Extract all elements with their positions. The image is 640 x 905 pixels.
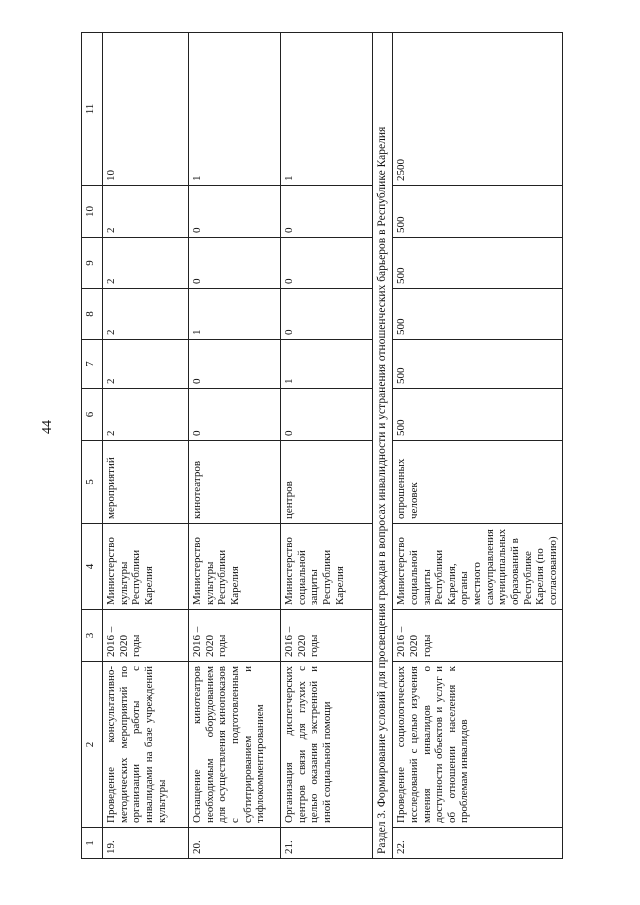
total-cell: 10 [103,33,189,186]
measure-cell: Оснащение кинотеатров необходимым оборудованием для осуществления кинопоказов с подготовленным субтитрированием и тифлокомментированием [189,662,281,828]
value-cell: 0 [189,340,281,389]
total-cell: 2500 [393,33,563,186]
executor-cell: Министерство социальной защиты Республики Карелия, органы местного самоуправления муниципальных образований в Республике Карелия (по согласованию) [393,524,563,610]
measures-table [81,32,563,859]
column-header: 9 [82,238,103,289]
executor-cell: Министерство культуры Республики Карелия [103,524,189,610]
unit-cell: опрошенных человек [393,441,563,524]
column-header: 5 [82,441,103,524]
column-header: 11 [82,33,103,186]
value-cell: 0 [189,186,281,238]
measure-cell: Организация диспетчерских центров связи для глухих с целью оказания экстренной и иной социальной помощи [281,662,373,828]
table-row [189,33,281,859]
total-cell: 1 [189,33,281,186]
section-title: Раздел 3. Формирование условий для просвещения граждан в вопросах инвалидности и устранения отношенческих барьеров в Республике Карелия [373,33,393,859]
column-header: 8 [82,289,103,340]
value-cell: 2 [103,389,189,441]
value-cell: 0 [281,289,373,340]
value-cell: 0 [189,389,281,441]
value-cell: 500 [393,340,563,389]
value-cell: 500 [393,289,563,340]
column-header: 2 [82,662,103,828]
unit-cell: центров [281,441,373,524]
row-number: 21. [281,828,373,859]
column-header: 7 [82,340,103,389]
value-cell: 2 [103,289,189,340]
column-header: 3 [82,610,103,662]
value-cell: 1 [189,289,281,340]
column-header: 1 [82,828,103,859]
executor-cell: Министерство социальной защиты Республики Карелия [281,524,373,610]
row-number: 20. [189,828,281,859]
row-number: 19. [103,828,189,859]
column-header: 10 [82,186,103,238]
column-header: 4 [82,524,103,610]
rotated-page [81,33,611,859]
header-row [82,33,103,859]
section-row [373,33,393,859]
unit-cell: кинотеатров [189,441,281,524]
period-cell: 2016 – 2020 годы [103,610,189,662]
table-row [281,33,373,859]
period-cell: 2016 – 2020 годы [393,610,563,662]
value-cell: 2 [103,238,189,289]
period-cell: 2016 – 2020 годы [189,610,281,662]
measure-cell: Проведение консультативно-методических мероприятий по организации работы с инвалидами на базе учреждений культуры [103,662,189,828]
column-header: 6 [82,389,103,441]
value-cell: 500 [393,389,563,441]
value-cell: 500 [393,186,563,238]
value-cell: 0 [189,238,281,289]
executor-cell: Министерство культуры Республики Карелия [189,524,281,610]
value-cell: 0 [281,238,373,289]
value-cell: 500 [393,238,563,289]
total-cell: 1 [281,33,373,186]
value-cell: 2 [103,340,189,389]
value-cell: 0 [281,186,373,238]
value-cell: 0 [281,389,373,441]
unit-cell: мероприятий [103,441,189,524]
value-cell: 1 [281,340,373,389]
value-cell: 2 [103,186,189,238]
measure-cell: Проведение социологических исследований с целью изучения мнения инвалидов о доступности объектов и услуг и об отношении населения к проблемам инвалидов [393,662,563,828]
period-cell: 2016 – 2020 годы [281,610,373,662]
row-number: 22. [393,828,563,859]
table-row [393,33,563,859]
table-row [103,33,189,859]
page-number: 44 [40,420,55,434]
